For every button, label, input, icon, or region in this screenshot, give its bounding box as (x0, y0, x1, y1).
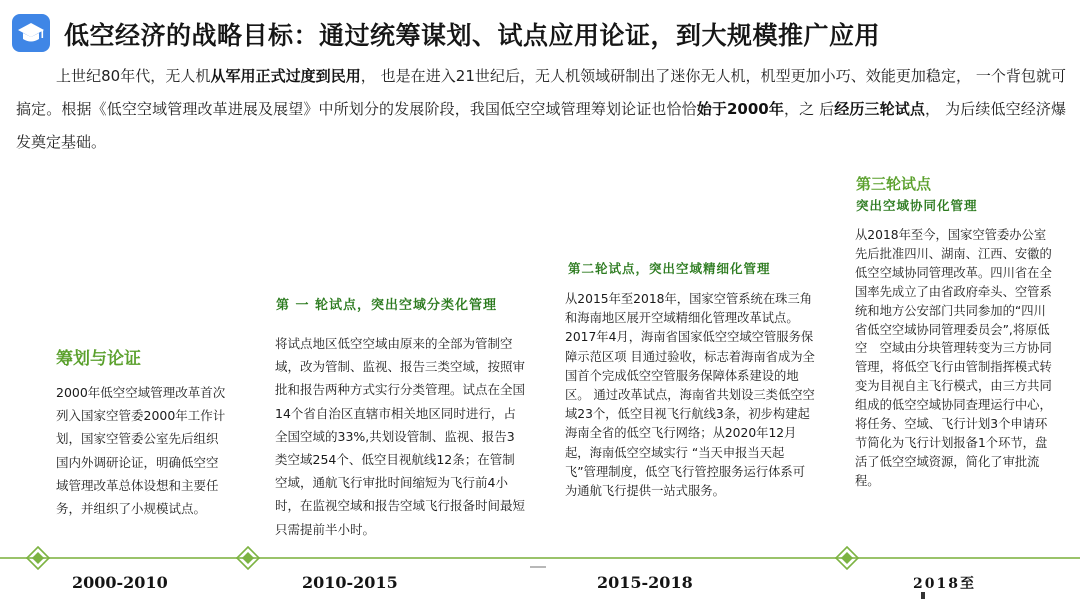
graduation-cap-icon (12, 14, 50, 52)
intro-paragraph: 上世纪80年代，无人机从军用正式过度到民用， 也是在进入21世纪后，无人机领域研制出了迷你无人机，机型更加小巧、效能更加稳定， 一个背包就可搞定。根据《低空空域管理改革进展及展望》中所划分的发展阶段，我国低空空域管理筹划论证也恰恰始于2000年，之 后经历三轮试点， 为后续低空经济爆发奠定基础。 (16, 67, 1066, 151)
timeline-node-diamond-icon (26, 546, 50, 570)
timeline-dash (530, 566, 546, 568)
stage-1-heading: 筹划与论证 (56, 349, 141, 369)
stage-3-heading: 第二轮试点，突出空域精细化管理 (568, 261, 771, 276)
page-title: 低空经济的战略目标：通过统筹谋划、试点应用论证，到大规模推广应用 (64, 21, 881, 50)
stage-1-body: 2000年低空空域管理改革首次列入国家空管委2000年工作计划，国家空管委公室先后组织国内外调研论证，明确低空空域管理改革总体设想和主要任务，并组织了小规模试点。 (56, 385, 226, 517)
stage-4-year: 2018至 (913, 576, 976, 592)
stage-1-year: 2000-2010 (72, 573, 168, 592)
page-header (12, 12, 1072, 54)
stage-4-heading: 第三轮试点 (856, 175, 932, 193)
timeline-node-diamond-icon (835, 546, 859, 570)
stage-2-year: 2010-2015 (302, 573, 398, 592)
stage-3-year: 2015-2018 (597, 573, 693, 592)
stage-2-heading: 第 一 轮试点，突出空域分类化管理 (276, 298, 498, 313)
timeline-line (0, 557, 1080, 559)
stage-3-body: 从2015年至2018年，国家空管系统在珠三角和海南地区展开空域精细化管理改革试点。2017年4月，海南省国家低空空域空管服务保障示范区项 目通过验收，标志着海南省成为全国首个完成低空空管服务保障体系建设的地区。 通过改革试点，海南省共划设三类低空空域23个，低空目视飞行航线3条，初步构建起海南全省的低空飞行网络；从2020年12月起，海南低空空域实行 “当天申报当天起飞”管理制度，低空飞行管控服务运行体系可为通航飞行提供一站式服务。 (565, 292, 815, 499)
timeline-tick (921, 592, 925, 599)
timeline-node-diamond-icon (236, 546, 260, 570)
stage-2-body: 将试点地区低空空域由原来的全部为管制空域，改为管制、监视、报告三类空域，按照审批和报告两种方式实行分类管理。试点在全国14个省自治区直辖市相关地区同时进行，占全国空域的33%,共划设管制、监视、报告3类空域254个、低空目视航线12条；在管制空域，通航飞行审批时间缩短为飞行前4小时，在监视空域和报告空域飞行报备时间最短只需提前半小时。 (275, 336, 526, 537)
stage-4-body: 从2018年至今，国家空管委办公室先后批准四川、湖南、江西、安徽的低空空域协同管理改革。四川省在全国率先成立了由省政府牵头、空管系统和地方公安部门共同参加的“四川省低空空域协同管理委员会”,将原低空 空域由分块管理转变为三方协同管理，将低空飞行由管制指挥模式转变为目视自主飞行模式，由三方共同组成的低空空域协同查理运行中心，将任务、空域、飞行计划3个申请环节简化为飞行计划报备1个环节，盘活了低空空域资源，简化了审批流程。 (855, 228, 1052, 488)
stage-4-subheading: 突出空域协同化管理 (856, 198, 978, 213)
